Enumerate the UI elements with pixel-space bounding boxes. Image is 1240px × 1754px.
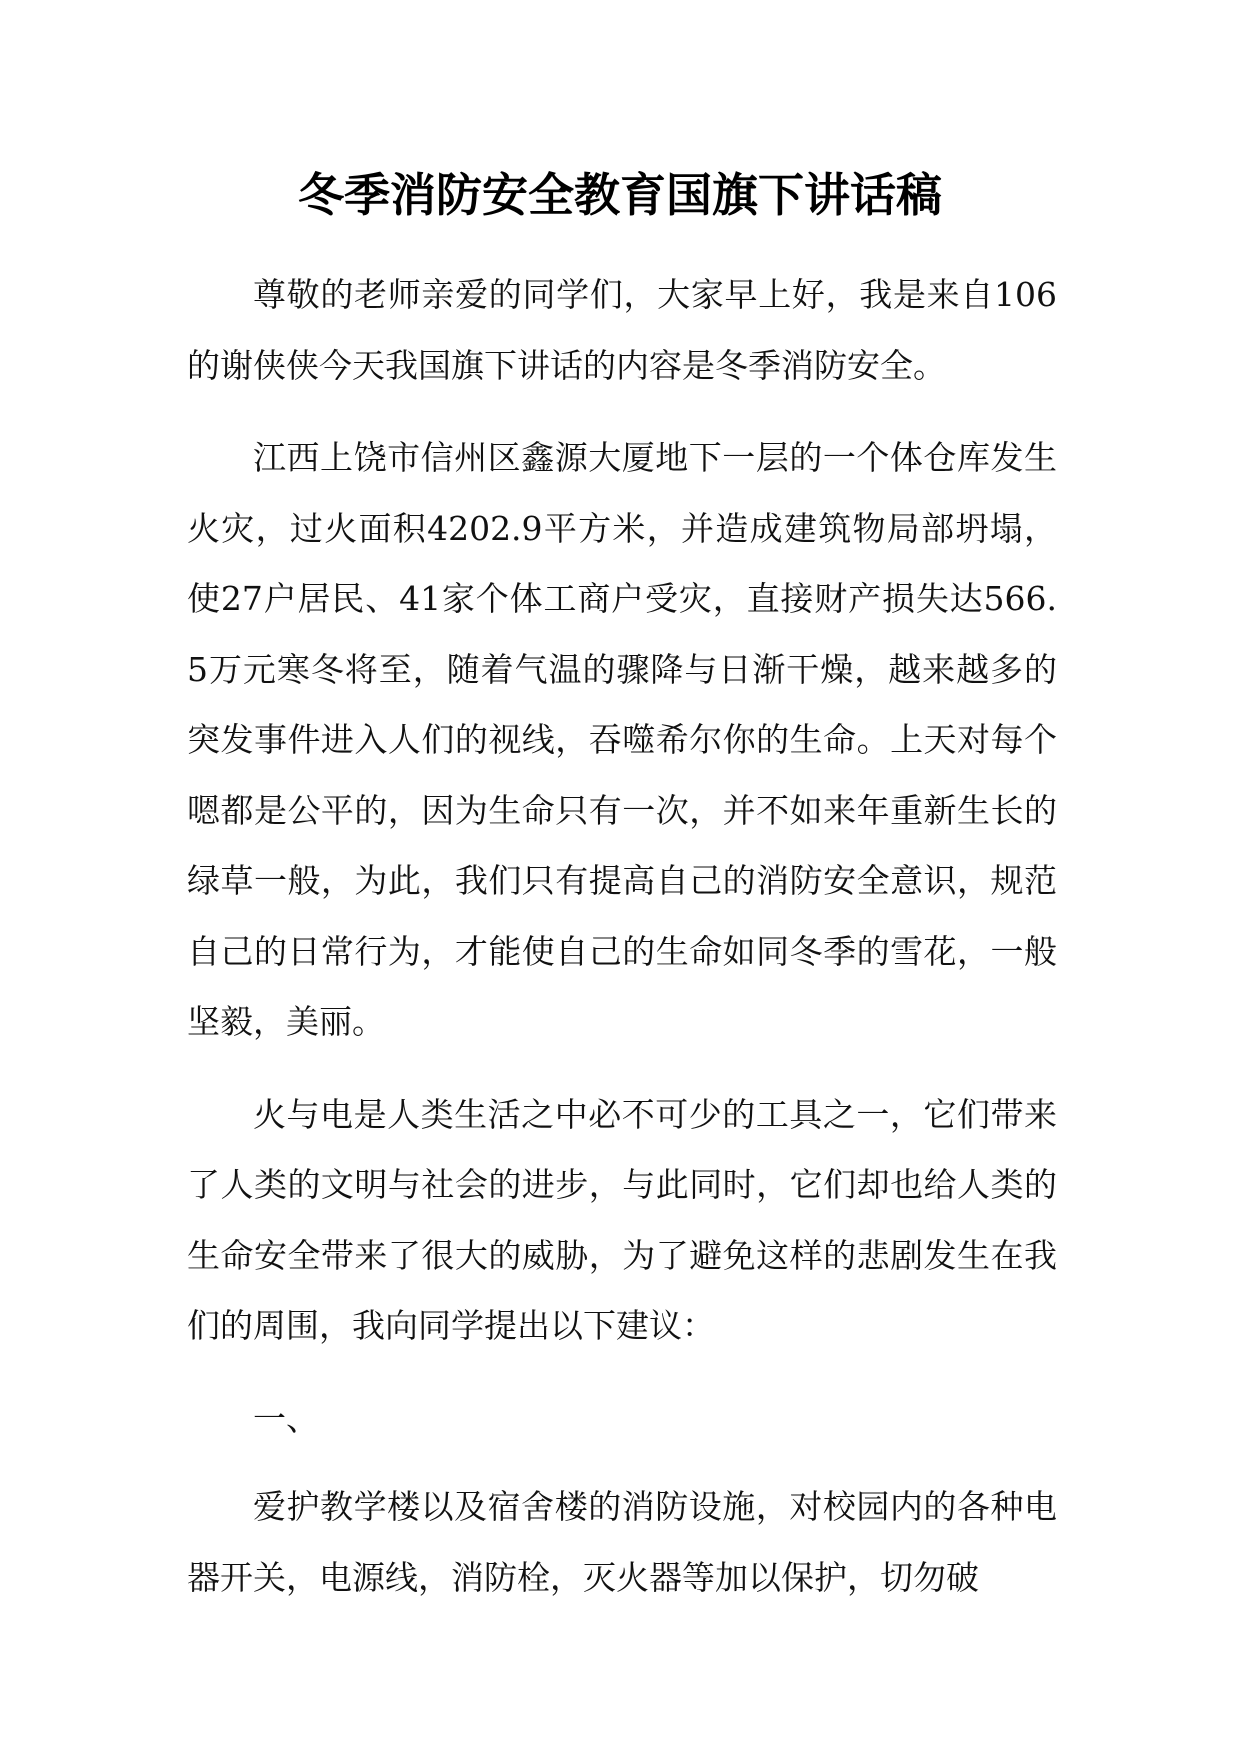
paragraph-suggestion-one: 爱护教学楼以及宿舍楼的消防设施，对校园内的各种电器开关，电源线，消防栓，灭火器等加以保护，切勿破 (187, 1487, 1057, 1597)
document-title: 冬季消防安全教育国旗下讲话稿 (298, 168, 942, 222)
paragraph-fire-and-electricity: 火与电是人类生活之中必不可少的工具之一，它们带来了人类的文明与社会的进步，与此同时，它们却也给人类的生命安全带来了很大的威胁，为了避免这样的悲剧发生在我们的周围，我向同学提出以下建议： (187, 1094, 1057, 1345)
paragraph-fire-incident: 江西上饶市信州区鑫源大厦地下一层的一个体仓库发生火灾，过火面积4202.9平方米，并造成建筑物局部坍塌，使27户居民、41家个体工商户受灾，直接财产损失达566.5万元寒冬将至，随着气温的骤降与日渐干燥，越来越多的突发事件进入人们的视线，吞噬希尔你的生命。上天对每个嗯都是公平的，因为生命只有一次，并不如来年重新生长的绿草一般，为此，我们只有提高自己的消防安全意识，规范自己的日常行为，才能使自己的生命如同冬季的雪花，一般坚毅，美丽。 (187, 438, 1057, 1041)
document-body (187, 260, 1057, 1635)
list-number-one: 一、 (253, 1398, 319, 1438)
paragraph-greeting: 尊敬的老师亲爱的同学们，大家早上好，我是来自106的谢侠侠今天我国旗下讲话的内容是冬季消防安全。 (187, 275, 1057, 385)
